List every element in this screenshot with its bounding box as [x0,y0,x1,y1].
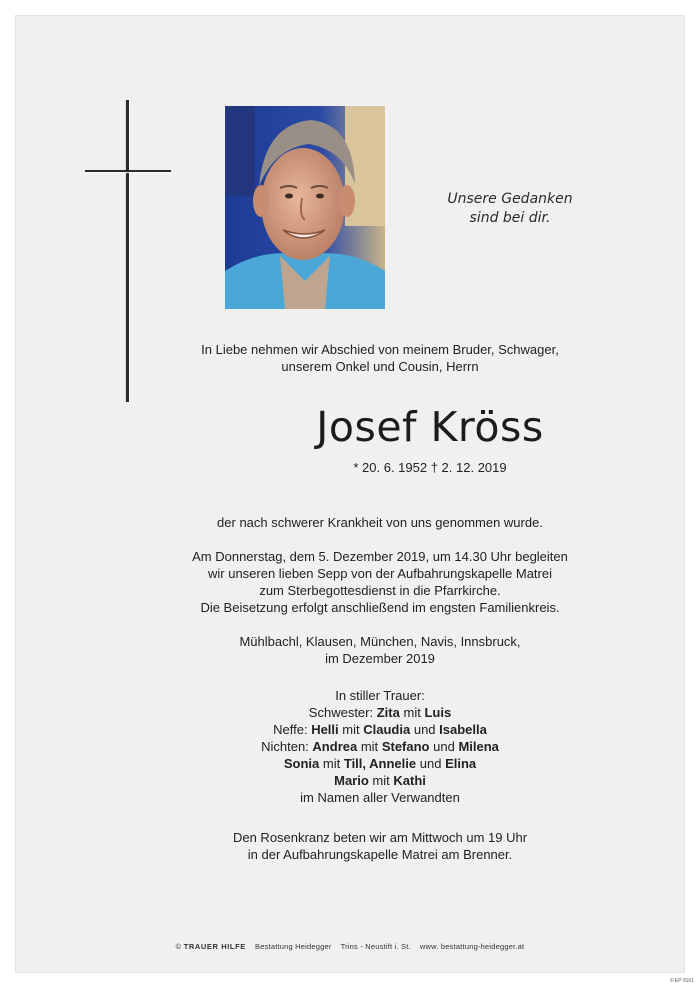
sister-label: Schwester: [308,705,374,720]
places-line-1: Mühlbachl, Klausen, München, Navis, Innsbruck, [239,634,521,649]
mourner-name: Zita [376,705,400,720]
web-prefix: www. [419,942,439,951]
portrait-photo [225,106,385,309]
rosary-line-1: Den Rosenkranz beten wir am Mittwoch um 19 Uhr [232,830,528,845]
rosary-text [150,829,610,863]
mourner-name: Kathi [393,773,426,788]
mourner-name: Till, Annelie [343,756,417,771]
mourner-name: Claudia [363,722,411,737]
mourner-name: Stefano [381,739,430,754]
intro-line-1: In Liebe nehmen wir Abschied von meinem Bruder, Schwager, [201,342,559,357]
mourner-name: Mario [334,773,369,788]
service-text [150,548,610,616]
mourner-name: Isabella [439,722,487,737]
mourners-row-6 [150,772,610,789]
memorial-quote [440,190,580,228]
cross-horizontal [85,170,171,172]
service-line-1: Am Donnerstag, dem 5. Dezember 2019, um 14.30 Uhr begleiten [192,549,568,564]
connector: und [419,756,442,771]
service-line-2: wir unseren lieben Sepp von der Aufbahrungskapelle Matrei [208,566,552,581]
quote-line-2: sind bei dir. [469,210,551,226]
mourner-name: Sonia [283,756,320,771]
mourner-name: Helli [311,722,339,737]
print-code: © EP 9101 [669,978,694,984]
mourners-closing: im Namen aller Verwandten [300,790,460,805]
deceased-name: Josef Kröss [316,403,544,451]
website-link[interactable]: bestattung-heidegger.at [440,942,525,951]
mourner-name: Andrea [312,739,358,754]
connector: mit [403,705,421,720]
nephew-label: Neffe: [273,722,308,737]
connector: mit [322,756,341,771]
footer [0,942,700,951]
mourners-nephew-row [150,721,610,738]
mourner-name: Milena [458,739,499,754]
cross-vertical [126,100,129,402]
brand-logo: TRAUER HILFE [183,942,246,951]
cause-line: der nach schwerer Krankheit von uns genommen wurde. [217,515,543,530]
places-text [150,633,610,667]
service-line-4: Die Beisetzung erfolgt anschließend im engsten Familienkreis. [200,600,560,615]
mourner-name: Elina [445,756,477,771]
intro-text [150,341,610,375]
company-address: Trins - Neustift i. St. [340,942,411,951]
connector: und [433,739,455,754]
mourners-niece-row [150,738,610,755]
intro-line-2: unserem Onkel und Cousin, Herrn [281,359,479,374]
life-dates: * 20. 6. 1952 † 2. 12. 2019 [353,460,507,475]
company-name: Bestattung Heidegger [255,942,332,951]
connector: und [413,722,436,737]
mourners-list [150,687,610,806]
places-line-2: im Dezember 2019 [325,651,435,666]
niece-label: Nichten: [261,739,309,754]
mourners-sister-row [150,704,610,721]
copyright-symbol: © [175,942,182,951]
connector: mit [342,722,360,737]
rosary-line-2: in der Aufbahrungskapelle Matrei am Brenner. [247,847,513,862]
connector: mit [360,739,379,754]
mourners-heading: In stiller Trauer: [335,688,425,703]
service-line-3: zum Sterbegottesdienst in die Pfarrkirche. [259,583,501,598]
connector: mit [372,773,390,788]
mourner-name: Luis [424,705,452,720]
mourners-row-5 [150,755,610,772]
cause-text [150,514,610,531]
quote-line-1: Unsere Gedanken [447,191,573,207]
